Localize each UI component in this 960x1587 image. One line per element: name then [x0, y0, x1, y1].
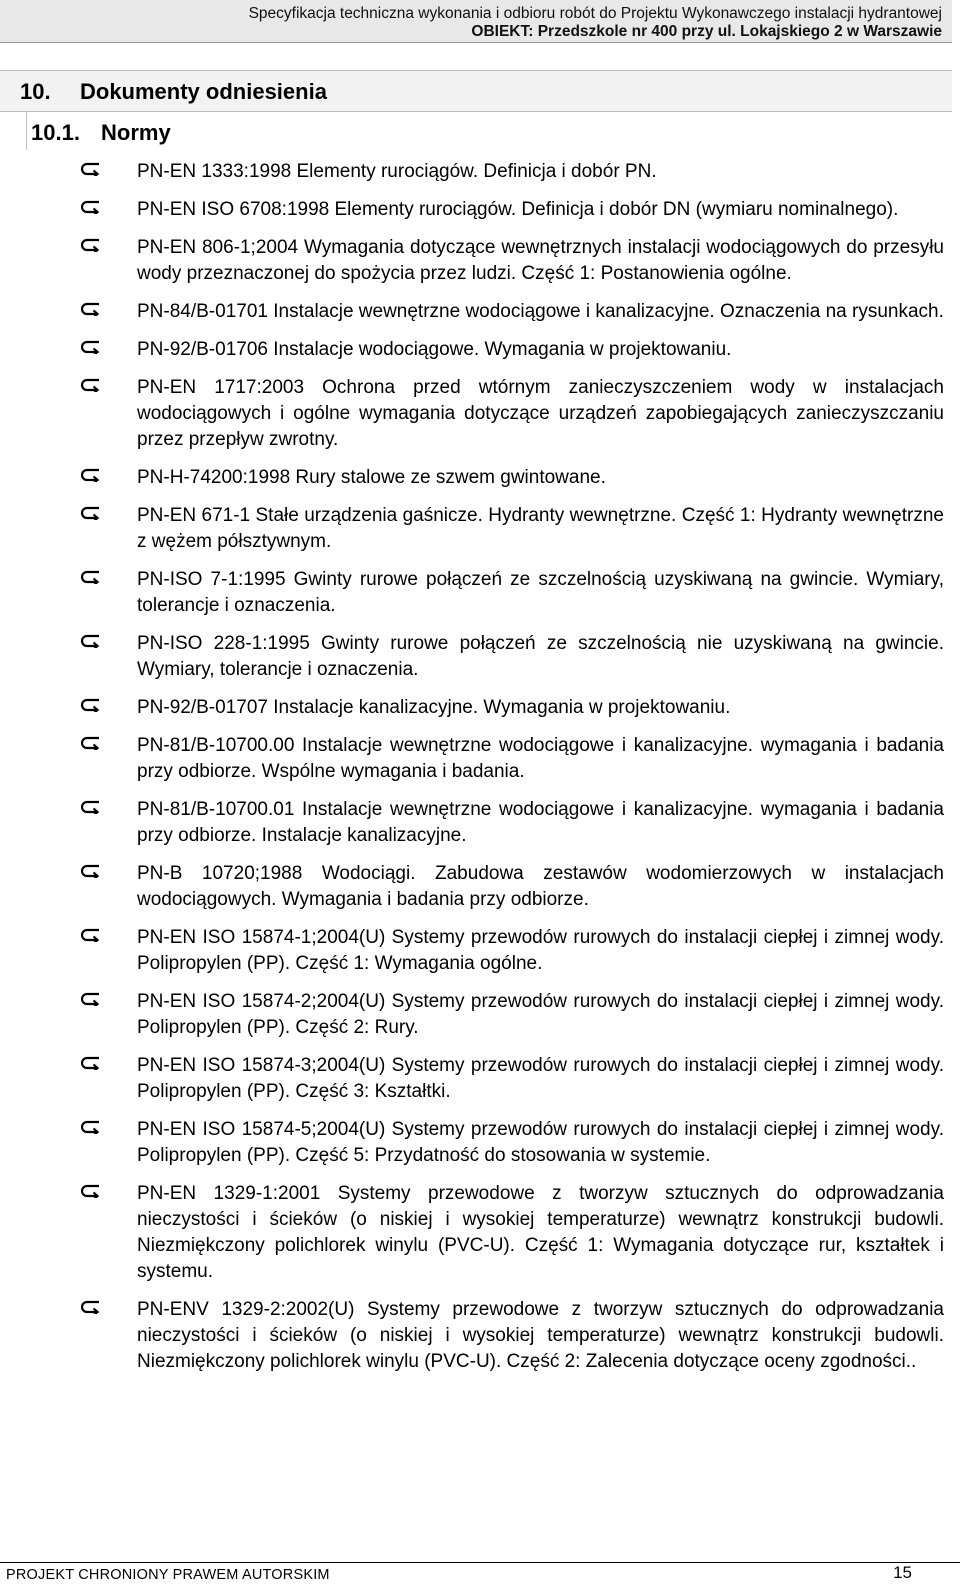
footer-divider: [0, 1562, 960, 1563]
list-item: [0, 197, 944, 223]
page-number: 15: [893, 1563, 912, 1582]
norms-list: [0, 159, 960, 1387]
norm-text: PN-EN ISO 15874-2;2004(U) Systemy przewodów rurowych do instalacji ciepłej i zimnej wody. Polipropylen (PP). Część 2: Rury.: [137, 991, 944, 1038]
list-item: [0, 1053, 944, 1105]
return-arrow-icon: [80, 800, 100, 814]
list-item: [0, 503, 944, 555]
norm-text: PN-ISO 228-1:1995 Gwinty rurowe połączeń ze szczelnością nie uzyskiwaną na gwincie. Wymiary, tolerancje i oznaczenia.: [137, 633, 944, 680]
return-arrow-icon: [80, 634, 100, 648]
return-arrow-icon: [80, 378, 100, 392]
return-arrow-icon: [80, 468, 100, 482]
list-item: [0, 1181, 944, 1285]
list-item: [0, 797, 944, 849]
header-object: OBIEKT: Przedszkole nr 400 przy ul. Lokajskiego 2 w Warszawie: [471, 23, 942, 40]
section-heading: [0, 70, 952, 112]
return-arrow-icon: [80, 992, 100, 1006]
norm-text: PN-EN 1717:2003 Ochrona przed wtórnym zanieczyszczeniem wody w instalacjach wodociągowych i ogólne wymagania dotyczące urządzeń zapobiegających zanieczyszczaniu przez przepływ zwrotny.: [137, 377, 944, 450]
return-arrow-icon: [80, 200, 100, 214]
list-item: [0, 1297, 944, 1375]
list-item: [0, 465, 944, 491]
norm-text: PN-81/B-10700.00 Instalacje wewnętrzne wodociągowe i kanalizacyjne. wymagania i badania przy odbiorze. Wspólne wymagania i badania.: [137, 735, 944, 782]
page-header: [0, 0, 952, 43]
list-item: [0, 337, 944, 363]
norm-text: PN-B 10720;1988 Wodociągi. Zabudowa zestawów wodomierzowych w instalacjach wodociągowych. Wymagania i badania przy odbiorze.: [137, 863, 944, 910]
subsection-title: Normy: [101, 120, 171, 145]
list-item: [0, 733, 944, 785]
norm-text: PN-92/B-01706 Instalacje wodociągowe. Wymagania w projektowaniu.: [137, 339, 732, 360]
return-arrow-icon: [80, 570, 100, 584]
list-item: [0, 299, 944, 325]
list-item: [0, 567, 944, 619]
return-arrow-icon: [80, 1056, 100, 1070]
norm-text: PN-EN ISO 6708:1998 Elementy rurociągów. Definicja i dobór DN (wymiaru nominalnego).: [137, 199, 899, 220]
norm-text: PN-EN ISO 15874-1;2004(U) Systemy przewodów rurowych do instalacji ciepłej i zimnej wody. Polipropylen (PP). Część 1: Wymagania ogólne.: [137, 927, 944, 974]
list-item: [0, 159, 944, 185]
return-arrow-icon: [80, 1300, 100, 1314]
norm-text: PN-EN 1329-1:2001 Systemy przewodowe z tworzyw sztucznych do odprowadzania nieczystości i ścieków (o niskiej i wysokiej temperaturze) wewnątrz konstrukcji budowli. Niezmiękczony polichlorek winylu (PVC-U). Część 1: Wymagania dotyczące rur, kształtek i systemu.: [137, 1183, 944, 1282]
return-arrow-icon: [80, 928, 100, 942]
return-arrow-icon: [80, 238, 100, 252]
return-arrow-icon: [80, 736, 100, 750]
list-item: [0, 1117, 944, 1169]
return-arrow-icon: [80, 340, 100, 354]
norm-text: PN-84/B-01701 Instalacje wewnętrzne wodociągowe i kanalizacyjne. Oznaczenia na rysunkach.: [137, 301, 944, 322]
norm-text: PN-H-74200:1998 Rury stalowe ze szwem gwintowane.: [137, 467, 606, 488]
subsection-heading: [26, 112, 227, 150]
list-item: [0, 695, 944, 721]
return-arrow-icon: [80, 698, 100, 712]
return-arrow-icon: [80, 1120, 100, 1134]
footer-copyright: PROJEKT CHRONIONY PRAWEM AUTORSKIM: [6, 1567, 330, 1583]
norm-text: PN-ENV 1329-2:2002(U) Systemy przewodowe z tworzyw sztucznych do odprowadzania nieczystości i ścieków (o niskiej i wysokiej temperaturze) wewnątrz konstrukcji budowli. Niezmiękczony polichlorek winylu (PVC-U). Część 2: Zalecenia dotyczące oceny zgodności..: [137, 1299, 944, 1372]
norm-text: PN-EN 806-1;2004 Wymagania dotyczące wewnętrznych instalacji wodociągowych do przesyłu wody przeznaczonej do spożycia przez ludzi. Część 1: Postanowienia ogólne.: [137, 237, 944, 284]
list-item: [0, 925, 944, 977]
subsection-number: 10.1.: [31, 120, 80, 145]
section-title: Dokumenty odniesienia: [80, 79, 327, 104]
return-arrow-icon: [80, 302, 100, 316]
section-number: 10.: [20, 79, 51, 104]
return-arrow-icon: [80, 162, 100, 176]
norm-text: PN-ISO 7-1:1995 Gwinty rurowe połączeń ze szczelnością uzyskiwaną na gwincie. Wymiary, tolerancje i oznaczenia.: [137, 569, 944, 616]
norm-text: PN-EN ISO 15874-3;2004(U) Systemy przewodów rurowych do instalacji ciepłej i zimnej wody. Polipropylen (PP). Część 3: Kształtki.: [137, 1055, 944, 1102]
header-spec-title: Specyfikacja techniczna wykonania i odbioru robót do Projektu Wykonawczego instalacji hydrantowej: [248, 5, 942, 22]
return-arrow-icon: [80, 1184, 100, 1198]
list-item: [0, 375, 944, 453]
list-item: [0, 235, 944, 287]
list-item: [0, 861, 944, 913]
norm-text: PN-EN 1333:1998 Elementy rurociągów. Definicja i dobór PN.: [137, 161, 657, 182]
return-arrow-icon: [80, 864, 100, 878]
list-item: [0, 989, 944, 1041]
list-item: [0, 631, 944, 683]
norm-text: PN-92/B-01707 Instalacje kanalizacyjne. Wymagania w projektowaniu.: [137, 697, 731, 718]
return-arrow-icon: [80, 506, 100, 520]
norm-text: PN-EN ISO 15874-5;2004(U) Systemy przewodów rurowych do instalacji ciepłej i zimnej wody. Polipropylen (PP). Część 5: Przydatność do stosowania w systemie.: [137, 1119, 944, 1166]
norm-text: PN-81/B-10700.01 Instalacje wewnętrzne wodociągowe i kanalizacyjne. wymagania i badania przy odbiorze. Instalacje kanalizacyjne.: [137, 799, 944, 846]
norm-text: PN-EN 671-1 Stałe urządzenia gaśnicze. Hydranty wewnętrzne. Część 1: Hydranty wewnętrzne z wężem półsztywnym.: [137, 505, 944, 552]
